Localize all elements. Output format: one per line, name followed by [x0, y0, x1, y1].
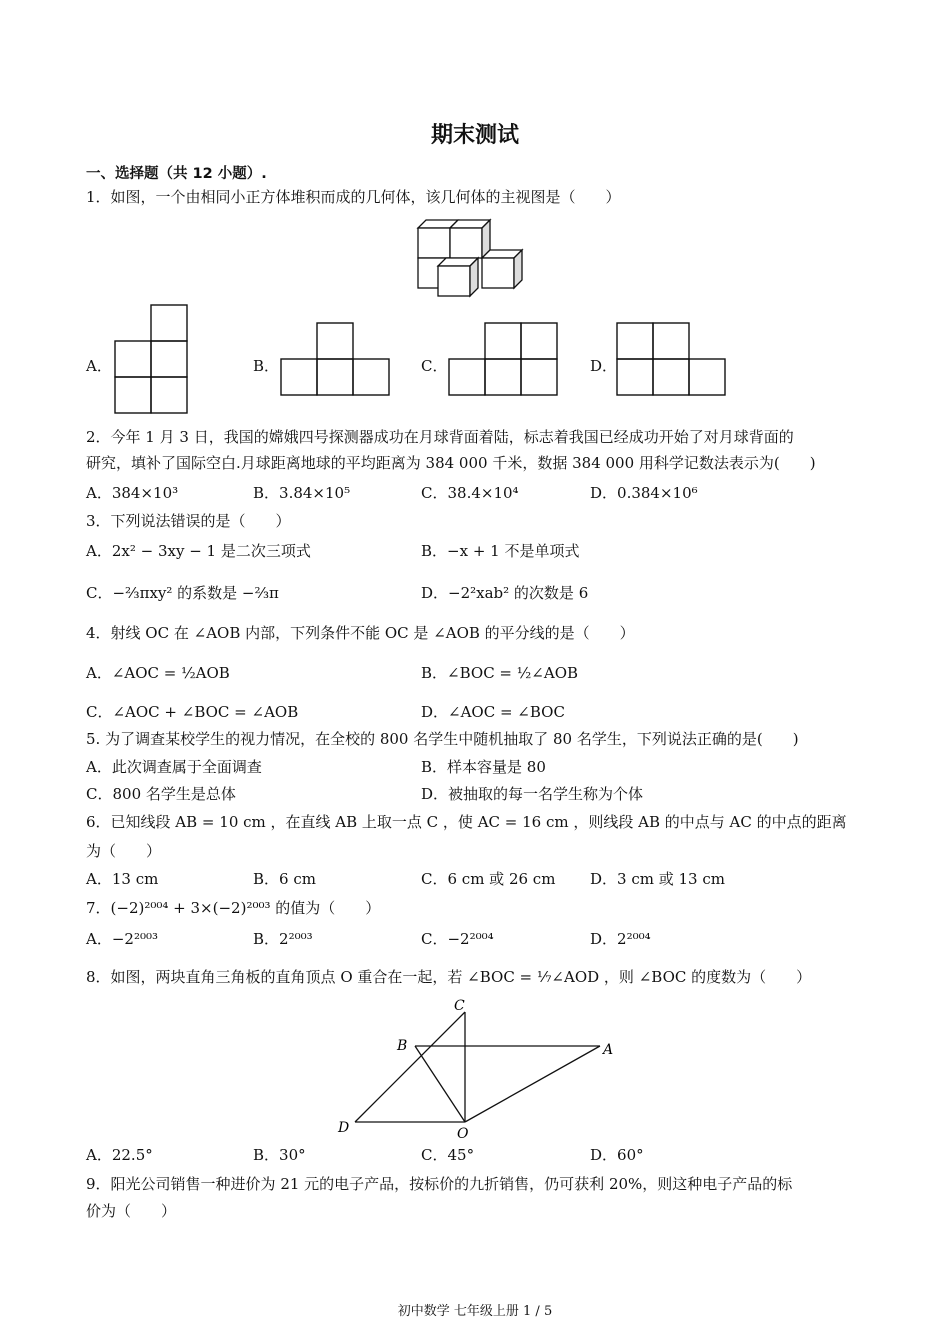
q3-option-d: D．−2²xab² 的次数是 6 — [421, 584, 589, 602]
q4-option-b: B．∠BOC = ½∠AOB — [421, 664, 579, 682]
q1-option-a-label: A． — [86, 357, 112, 375]
question-2-stem-line2: 研究，填补了国际空白.月球距离地球的平均距离为 384 000 千米，数据 384 000 用科学记数法表示为( ) — [86, 454, 816, 472]
question-6-stem-line1: 6．已知线段 AB = 10 cm ，在直线 AB 上取一点 C ，使 AC = 16 cm ，则线段 AB 的中点与 AC 的中点的距离 — [86, 813, 847, 831]
page-footer: 初中数学 七年级上册 1 / 5 — [397, 1304, 553, 1319]
q7-option-a: A．−2²⁰⁰³ — [86, 930, 158, 948]
q4-option-c: C．∠AOC + ∠BOC = ∠AOB — [86, 703, 299, 721]
q8-label-o: O — [457, 1126, 469, 1142]
q5-option-d: D．被抽取的每一名学生称为个体 — [421, 785, 644, 803]
q5-option-b: B．样本容量是 80 — [421, 758, 546, 776]
question-4-stem: 4．射线 OC 在 ∠AOB 内部，下列条件不能 OC 是 ∠AOB 的平分线的是（ ） — [86, 624, 635, 642]
q1-option-d-label: D． — [590, 357, 618, 375]
question-5-stem: 5. 为了调查某校学生的视力情况，在全校的 800 名学生中随机抽取了 80 名学生，下列说法正确的是( ) — [86, 730, 799, 748]
q3-option-c: C．−⅔πxy² 的系数是 −⅔π — [86, 584, 279, 602]
q8-label-c: C — [454, 998, 465, 1014]
q6-option-a: A．13 cm — [86, 870, 159, 888]
q4-option-a: A．∠AOC = ½AOB — [86, 664, 230, 682]
q8-option-d: D．60° — [590, 1146, 644, 1164]
question-8-stem: 8．如图，两块直角三角板的直角顶点 O 重合在一起，若 ∠BOC = ⅐∠AOD ，则 ∠BOC 的度数为（ ） — [86, 968, 812, 986]
page-title: 期末测试 — [430, 123, 519, 148]
q1-option-b-figure — [280, 322, 392, 398]
q1-option-d-figure — [616, 322, 728, 398]
q1-solid-figure — [410, 210, 540, 300]
q3-option-a: A．2x² − 3xy − 1 是二次三项式 — [86, 542, 311, 560]
q6-option-c: C．6 cm 或 26 cm — [421, 870, 556, 888]
q8-label-b: B — [397, 1038, 408, 1054]
question-7-stem: 7．(−2)²⁰⁰⁴ + 3×(−2)²⁰⁰³ 的值为（ ） — [86, 899, 381, 917]
q8-option-c: C．45° — [421, 1146, 475, 1164]
question-6-stem-line2: 为（ ） — [86, 842, 162, 860]
q8-option-a: A．22.5° — [86, 1146, 153, 1164]
q8-triangle-figure — [330, 996, 630, 1142]
q8-option-b: B．30° — [253, 1146, 306, 1164]
q6-option-b: B．6 cm — [253, 870, 316, 888]
q2-option-d: D．0.384×10⁶ — [590, 484, 698, 502]
q4-option-d: D．∠AOC = ∠BOC — [421, 703, 565, 721]
q8-label-d: D — [338, 1120, 350, 1136]
question-1-stem: 1．如图，一个由相同小正方体堆积而成的几何体，该几何体的主视图是（ ） — [86, 188, 621, 206]
q1-option-c-label: C． — [421, 357, 448, 375]
q7-option-b: B．2²⁰⁰³ — [253, 930, 313, 948]
question-9-stem-line1: 9．阳光公司销售一种进价为 21 元的电子产品，按标价的九折销售，仍可获利 20%，则这种电子产品的标 — [86, 1175, 793, 1193]
question-2-stem-line1: 2．今年 1 月 3 日，我国的嫦娥四号探测器成功在月球背面着陆，标志着我国已经成功开始了对月球背面的 — [86, 428, 794, 446]
question-3-stem: 3．下列说法错误的是（ ） — [86, 512, 291, 530]
q1-option-b-label: B． — [253, 357, 280, 375]
q2-option-b: B．3.84×10⁵ — [253, 484, 351, 502]
section-heading: 一、选择题（共 12 小题）. — [86, 166, 267, 182]
q7-option-d: D．2²⁰⁰⁴ — [590, 930, 651, 948]
q1-option-c-figure — [448, 322, 560, 398]
q2-option-c: C．38.4×10⁴ — [421, 484, 519, 502]
q2-option-a: A．384×10³ — [86, 484, 179, 502]
question-9-stem-line2: 价为（ ） — [86, 1202, 177, 1220]
q1-option-a-figure — [114, 304, 190, 416]
q6-option-d: D．3 cm 或 13 cm — [590, 870, 725, 888]
q5-option-a: A．此次调查属于全面调查 — [86, 758, 262, 776]
q7-option-c: C．−2²⁰⁰⁴ — [421, 930, 494, 948]
q8-label-a: A — [603, 1042, 614, 1058]
q3-option-b: B．−x + 1 不是单项式 — [421, 542, 580, 560]
q5-option-c: C．800 名学生是总体 — [86, 785, 236, 803]
